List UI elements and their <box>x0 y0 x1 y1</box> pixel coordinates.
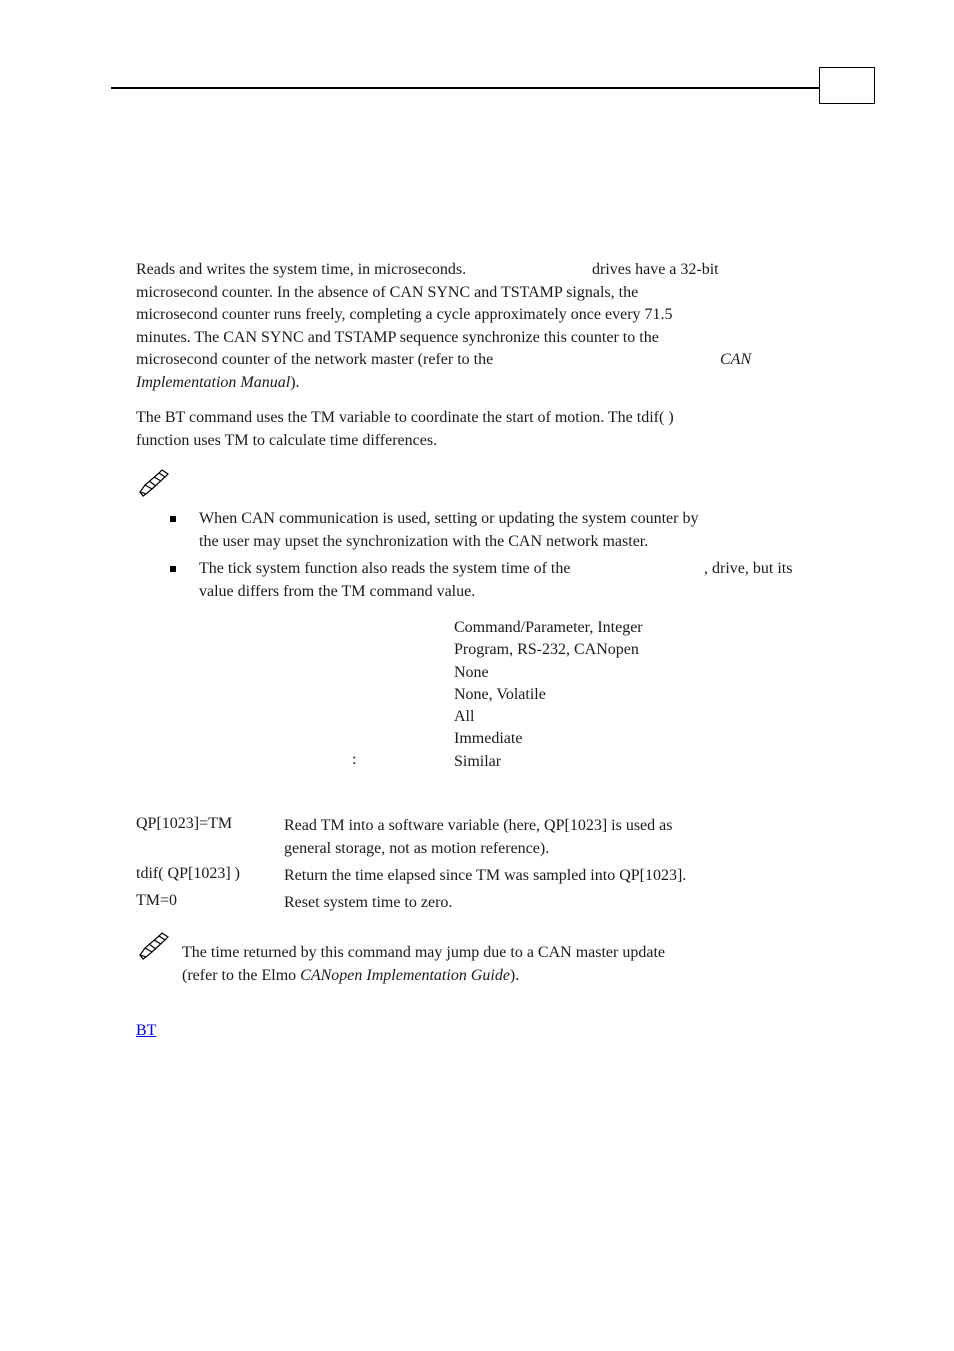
note-pencil-icon <box>137 931 169 961</box>
bottom-note-line1: The time returned by this command may jump due to a CAN master update <box>182 944 665 961</box>
example-description <box>284 892 804 915</box>
bullet1-line2: the user may upset the synchronization with the CAN network master. <box>199 532 649 550</box>
intro-line6a: Implementation Manual <box>136 373 291 391</box>
note-pencil-icon <box>137 468 169 498</box>
bt-line2: function uses TM to calculate time differences. <box>136 431 438 449</box>
intro-line1b: drives have a 32-bit <box>592 261 719 278</box>
header-rule <box>111 87 819 89</box>
intro-line3: microsecond counter runs freely, completing a cycle approximately once every 71.5 <box>136 306 673 323</box>
bottom-note-line2c: ). <box>509 966 520 984</box>
bullet2-line1b: , drive, but its <box>704 560 793 577</box>
example-command: tdif( QP[1023] ) <box>136 865 240 882</box>
intro-paragraph <box>136 259 796 394</box>
bt-paragraph <box>136 407 796 452</box>
page-number-box <box>819 67 875 104</box>
note-bullet-1 <box>199 508 819 553</box>
attr-similar: Similar <box>454 752 502 770</box>
example-command: QP[1023]=TM <box>136 815 233 832</box>
attr-activation: Immediate <box>454 730 523 748</box>
attr-default: None, Volatile <box>454 685 546 703</box>
bt-line1: The BT command uses the TM variable to coordinate the start of motion. The tdif( ) <box>136 409 674 426</box>
intro-line1a: Reads and writes the system time, in microseconds. <box>136 261 467 278</box>
example-command: TM=0 <box>136 892 178 909</box>
bullet1-line1: When CAN communication is used, setting or updating the system counter by <box>199 510 699 527</box>
attr-colon: : <box>352 751 357 768</box>
bottom-note-line2b: CANopen Implementation Guide <box>300 966 510 984</box>
attr-scope: All <box>454 708 475 726</box>
bullet2-line1a: The tick system function also reads the system time of the <box>199 560 571 577</box>
example-desc-line: general storage, not as motion reference). <box>284 839 550 857</box>
intro-line2: microsecond counter. In the absence of CAN SYNC and TSTAMP signals, the <box>136 283 639 301</box>
bottom-note-line2a: (refer to the Elmo <box>182 966 301 984</box>
intro-line4: minutes. The CAN SYNC and TSTAMP sequence synchronize this counter to the <box>136 328 659 346</box>
note-bullet-2 <box>199 558 819 603</box>
intro-line5a: microsecond counter of the network master (refer to the <box>136 351 494 368</box>
example-description <box>284 815 804 860</box>
intro-line5b: CAN <box>720 351 752 368</box>
example-desc-line: Return the time elapsed since TM was sampled into QP[1023]. <box>284 867 687 884</box>
bottom-note <box>182 942 802 987</box>
attr-source: Program, RS-232, CANopen <box>454 641 639 659</box>
intro-line6b: ). <box>290 373 300 391</box>
example-desc-line: Reset system time to zero. <box>284 894 453 911</box>
attributes-values <box>454 617 643 773</box>
example-description <box>284 865 804 888</box>
bullet2-line2: value differs from the TM command value. <box>199 582 476 600</box>
attr-type: Command/Parameter, Integer <box>454 619 643 636</box>
attr-restrictions: None <box>454 663 489 681</box>
see-also-bt-link[interactable]: BT <box>136 1022 157 1039</box>
example-desc-line: Read TM into a software variable (here, QP[1023] is used as <box>284 817 673 834</box>
